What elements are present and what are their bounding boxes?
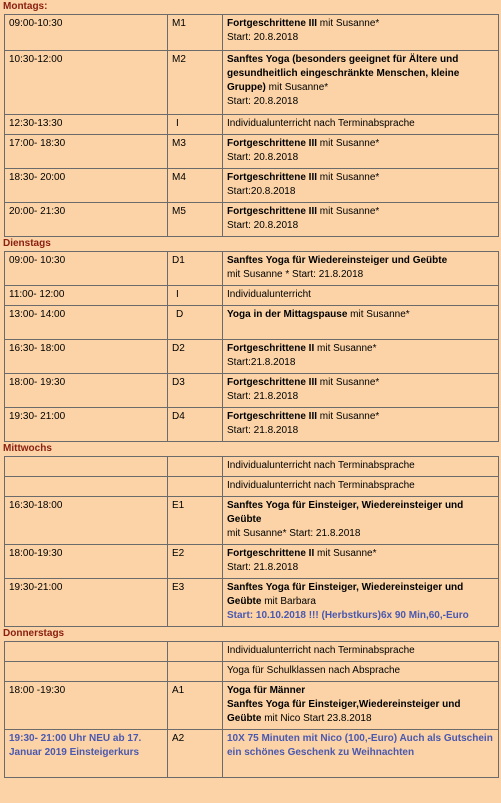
- time-cell: 16:30- 18:00: [5, 340, 168, 374]
- course-cell: Individualunterricht nach Terminabsprache: [223, 457, 499, 477]
- course-teacher: mit Susanne*: [317, 206, 380, 217]
- code-cell: E2: [168, 545, 223, 579]
- table-row: [5, 135, 499, 169]
- code-cell: [168, 662, 223, 682]
- course-start: Start: 21.8.2018: [227, 425, 299, 436]
- time-cell: 10:30-12:00: [5, 51, 168, 115]
- code-cell: D2: [168, 340, 223, 374]
- code-cell: [168, 457, 223, 477]
- table-row: [5, 662, 499, 682]
- course-start: mit Susanne * Start: 21.8.2018: [227, 269, 364, 280]
- course-cell: [223, 15, 499, 51]
- course-start: Start: 20.8.2018: [227, 32, 299, 43]
- course-teacher: mit Susanne*: [347, 309, 410, 320]
- course-cell: [223, 306, 499, 340]
- code-cell: D4: [168, 408, 223, 442]
- course-start: Start:21.8.2018: [227, 357, 296, 368]
- course-cell: [223, 579, 499, 627]
- table-row: [5, 203, 499, 237]
- table-row: [5, 51, 499, 115]
- course-cell: [223, 203, 499, 237]
- code-cell: D: [168, 306, 223, 340]
- schedule-table-tuesday: [4, 251, 499, 442]
- code-cell: A2: [168, 730, 223, 778]
- table-row: [5, 306, 499, 340]
- table-row: [5, 682, 499, 730]
- code-cell: E3: [168, 579, 223, 627]
- time-cell: 11:00- 12:00: [5, 286, 168, 306]
- course-title: Fortgeschrittene III: [227, 138, 318, 149]
- course-title: Fortgeschrittene III: [227, 377, 318, 388]
- course-teacher: mit Susanne*: [317, 138, 380, 149]
- course-cell: Yoga für Schulklassen nach Absprache: [223, 662, 499, 682]
- course-teacher: mit Susanne*: [317, 172, 380, 183]
- course-cell: Individualunterricht nach Terminabsprache: [223, 115, 499, 135]
- course-title: Yoga für Männer: [227, 685, 306, 696]
- code-cell: M2: [168, 51, 223, 115]
- time-cell: 19:30- 21:00: [5, 408, 168, 442]
- course-start: Start: 21.8.2018: [227, 391, 299, 402]
- code-cell: [168, 477, 223, 497]
- course-cell: [223, 682, 499, 730]
- course-start-highlight: Start: 10.10.2018 !!! (Herbstkurs)6x 90 Min,60,-Euro: [227, 610, 469, 621]
- time-cell: 17:00- 18:30: [5, 135, 168, 169]
- table-row: [5, 579, 499, 627]
- course-teacher: mit Barbara: [261, 596, 316, 607]
- table-row: [5, 457, 499, 477]
- time-cell: 20:00- 21:30: [5, 203, 168, 237]
- course-cell-highlight: 10X 75 Minuten mit Nico (100,-Euro) Auch als Gutschein ein schönes Geschenk zu Weihnachten: [223, 730, 499, 778]
- time-cell: 18:00 -19:30: [5, 682, 168, 730]
- time-cell: 13:00- 14:00: [5, 306, 168, 340]
- code-cell: M3: [168, 135, 223, 169]
- course-title: Fortgeschrittene II: [227, 548, 315, 559]
- course-start: Start: 21.8.2018: [227, 562, 299, 573]
- course-cell: [223, 169, 499, 203]
- course-cell: [223, 252, 499, 286]
- table-row: [5, 252, 499, 286]
- table-row: [5, 15, 499, 51]
- time-cell: 18:00- 19:30: [5, 374, 168, 408]
- code-cell: D3: [168, 374, 223, 408]
- course-teacher: mit Susanne*: [317, 18, 380, 29]
- course-cell: Individualunterricht nach Terminabsprache: [223, 642, 499, 662]
- time-cell-highlight: 19:30- 21:00 Uhr NEU ab 17. Januar 2019 Einsteigerkurs: [5, 730, 168, 778]
- course-teacher: mit Susanne*: [314, 548, 377, 559]
- table-row: [5, 374, 499, 408]
- time-cell: 09:00-10:30: [5, 15, 168, 51]
- course-cell: [223, 51, 499, 115]
- course-subtitle: Sanftes Yoga für Einsteiger,Wiedereinsteiger und Geübte: [227, 699, 461, 724]
- course-cell: [223, 340, 499, 374]
- table-row: [5, 115, 499, 135]
- code-cell: M1: [168, 15, 223, 51]
- course-cell: Individualunterricht nach Terminabsprache: [223, 477, 499, 497]
- course-cell: Individualunterricht: [223, 286, 499, 306]
- course-teacher: mit Susanne*: [265, 82, 329, 93]
- table-row: [5, 497, 499, 545]
- course-start: Start: 20.8.2018: [227, 220, 299, 231]
- time-cell: [5, 457, 168, 477]
- time-cell: [5, 662, 168, 682]
- course-teacher: mit Susanne*: [317, 411, 380, 422]
- course-teacher: mit Susanne*: [314, 343, 377, 354]
- table-row: [5, 169, 499, 203]
- code-cell: [168, 642, 223, 662]
- time-cell: 18:00-19:30: [5, 545, 168, 579]
- course-title: Yoga in der Mittagspause: [227, 309, 348, 320]
- course-title: Sanftes Yoga für Einsteiger, Wiedereinsteiger und Geübte: [227, 500, 464, 525]
- time-cell: [5, 642, 168, 662]
- course-teacher: mit Susanne*: [317, 377, 380, 388]
- course-title: Fortgeschrittene III: [227, 172, 318, 183]
- time-cell: 09:00- 10:30: [5, 252, 168, 286]
- schedule-table-monday: [4, 14, 499, 237]
- code-cell: D1: [168, 252, 223, 286]
- time-cell: 18:30- 20:00: [5, 169, 168, 203]
- course-teacher: mit Nico Start 23.8.2018: [261, 713, 372, 724]
- time-cell: 19:30-21:00: [5, 579, 168, 627]
- table-row: [5, 730, 499, 778]
- course-title: Sanftes Yoga für Wiedereinsteiger und Geübte: [227, 255, 448, 266]
- day-heading-wednesday: Mittwochs: [3, 443, 52, 454]
- table-row: [5, 477, 499, 497]
- table-row: [5, 286, 499, 306]
- course-start: Start: 20.8.2018: [227, 96, 299, 107]
- code-cell: M4: [168, 169, 223, 203]
- course-title: Fortgeschrittene II: [227, 343, 315, 354]
- table-row: [5, 642, 499, 662]
- code-cell: E1: [168, 497, 223, 545]
- code-cell: M5: [168, 203, 223, 237]
- table-row: [5, 340, 499, 374]
- course-cell: [223, 545, 499, 579]
- course-title: Sanftes Yoga für Einsteiger, Wiedereinsteiger und Geübte: [227, 582, 464, 607]
- day-heading-monday: Montags:: [3, 1, 48, 12]
- course-start: mit Susanne* Start: 21.8.2018: [227, 528, 361, 539]
- table-row: [5, 545, 499, 579]
- course-cell: [223, 497, 499, 545]
- course-start: Start:20.8.2018: [227, 186, 296, 197]
- course-cell: [223, 374, 499, 408]
- schedule-table-thursday: [4, 641, 499, 778]
- course-cell: [223, 408, 499, 442]
- day-heading-tuesday: Dienstags: [3, 238, 51, 249]
- code-cell: I: [168, 115, 223, 135]
- course-title: Fortgeschrittene III: [227, 18, 318, 29]
- table-row: [5, 408, 499, 442]
- code-cell: A1: [168, 682, 223, 730]
- day-heading-thursday: Donnerstags: [3, 628, 65, 639]
- course-title: Sanftes Yoga (besonders geeignet für Ältere und gesundheitlich eingeschränkte Menschen, kleine Gruppe): [227, 54, 460, 93]
- code-cell: I: [168, 286, 223, 306]
- course-title: Fortgeschrittene III: [227, 411, 318, 422]
- time-cell: 12:30-13:30: [5, 115, 168, 135]
- time-cell: 16:30-18:00: [5, 497, 168, 545]
- course-start: Start: 20.8.2018: [227, 152, 299, 163]
- course-cell: [223, 135, 499, 169]
- schedule-table-wednesday: [4, 456, 499, 627]
- time-cell: [5, 477, 168, 497]
- course-title: Fortgeschrittene III: [227, 206, 318, 217]
